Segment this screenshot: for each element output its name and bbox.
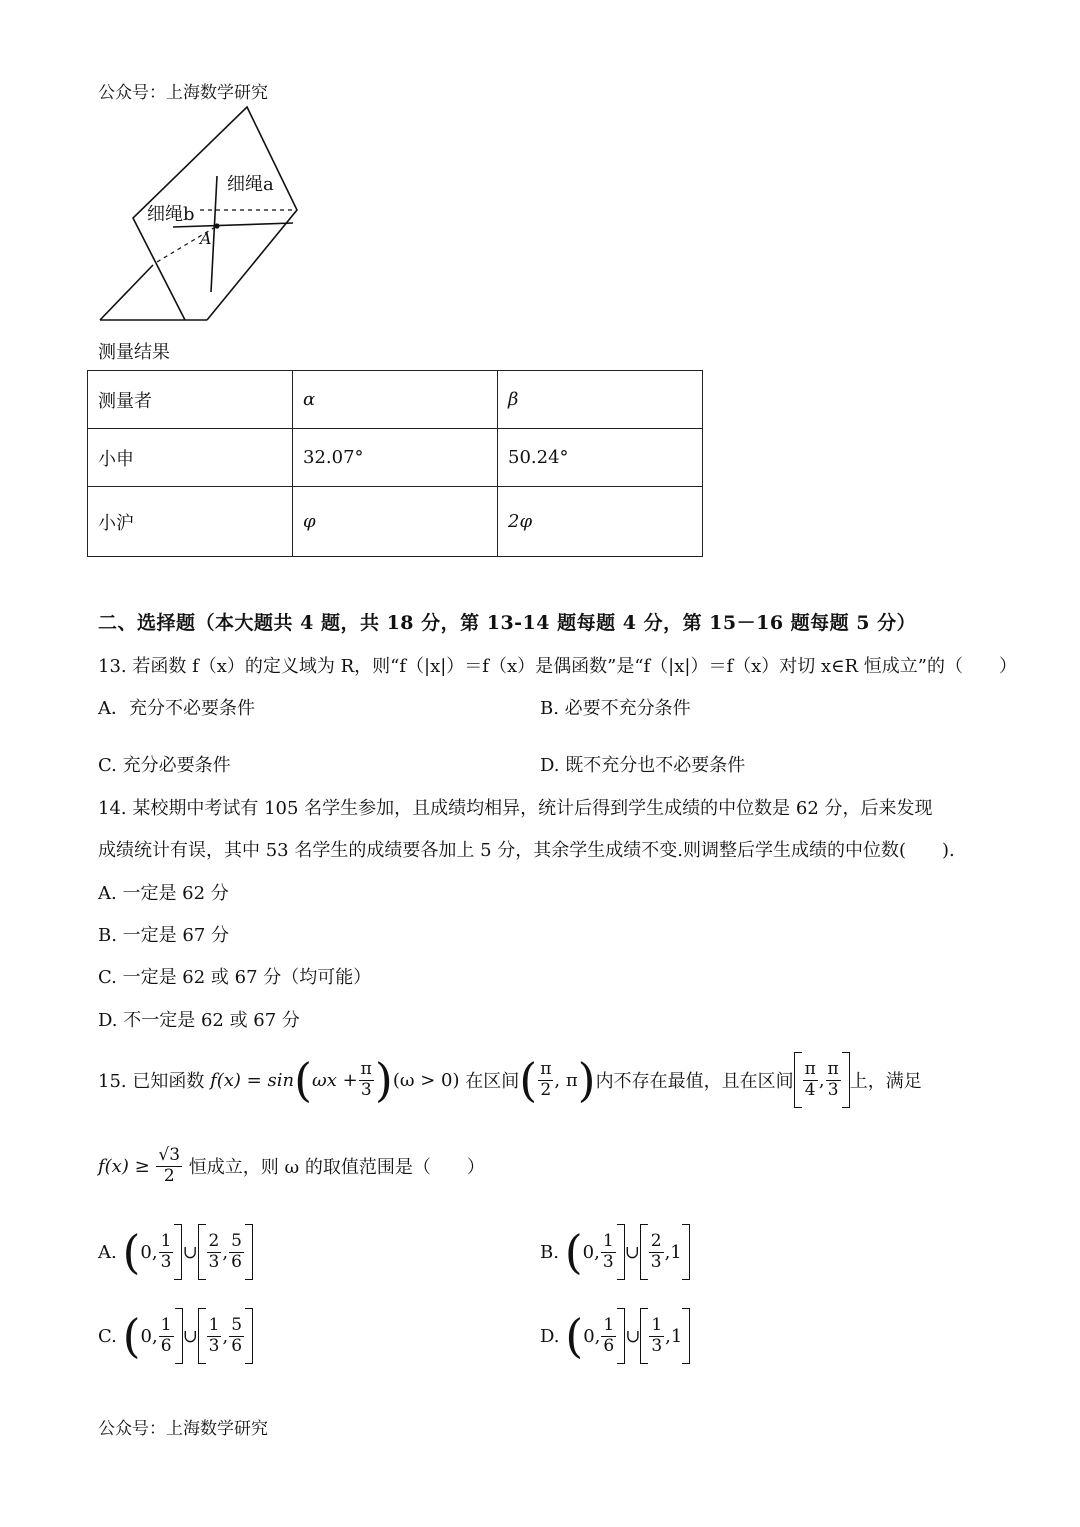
q13-stem: 13. 若函数 f（x）的定义域为 R，则“f（|x|）＝f（x）是偶函数”是“f（|x|）＝f（x）对切 x∈R 恒成立”的（ ） (98, 656, 1017, 677)
table-row (88, 429, 703, 487)
results-table (87, 370, 703, 557)
q14-line-1: 14. 某校期中考试有 105 名学生参加，且成绩均相异，统计后得到学生成绩的中位数是 62 分，后来发现 (98, 798, 933, 819)
label-rope-a: 细绳a (227, 174, 274, 195)
q15-option-a: A. ( 0, $\frac{1}{3}$ ∪ $\frac{2}{3}$ , $\frac{5}{6}$ (98, 1222, 253, 1282)
q14-option-b: B. 一定是 67 分 (98, 925, 230, 946)
header-cell: 测量者 (88, 371, 293, 429)
q15-option-b: B. ( 0, $\frac{1}{3}$ ∪ $\frac{2}{3}$ ,1 (540, 1222, 690, 1282)
q13-option-b: B. 必要不充分条件 (540, 698, 691, 719)
header-cell: β (498, 371, 703, 429)
q13-option-a: A．充分不必要条件 (98, 698, 255, 719)
q15-line-2: f(x) ≥ $\frac{√3}{2}$ 恒成立，则 ω 的取值范围是（ ） (98, 1144, 485, 1186)
table-header-row (88, 371, 703, 429)
table-cell: φ (293, 487, 498, 557)
q14-option-c: C. 一定是 62 或 67 分（均可能） (98, 967, 372, 988)
label-point-A: A (200, 229, 212, 248)
section-heading: 二、选择题（本大题共 4 题，共 18 分，第 13-14 题每题 4 分，第 15－16 题每题 5 分） (98, 612, 917, 634)
q14-option-a: A. 一定是 62 分 (98, 883, 229, 904)
header-cell: α (293, 371, 498, 429)
q13-option-c: C. 充分必要条件 (98, 755, 231, 776)
page-header: 公众号：上海数学研究 (98, 83, 268, 103)
q14-option-d: D. 不一定是 62 或 67 分 (98, 1010, 300, 1031)
table-cell: 32.07° (293, 429, 498, 487)
results-title: 测量结果 (98, 342, 170, 363)
q15-option-d: D. ( 0, $\frac{1}{6}$ ∪ $\frac{1}{3}$ ,1 (540, 1306, 690, 1366)
plane-figure (95, 100, 315, 325)
point-A (214, 223, 219, 228)
q15-line-1: 15. 已知函数 f(x) = sin ( ωx + $\frac{\pi}{3}$ ) (ω > 0) 在区间 ( $\frac{\pi}{2}$ , π ) 内不存在最值，且在区间 $\frac{\pi}{4}$ , $\frac{\pi}{3}$ 上，满足 (98, 1053, 922, 1107)
q15-option-c: C. ( 0, $\frac{1}{6}$ ∪ $\frac{1}{3}$ , $\frac{5}{6}$ (98, 1306, 253, 1366)
table-cell: 2φ (498, 487, 703, 557)
table-cell: 小申 (88, 429, 293, 487)
q14-line-2: 成绩统计有误，其中 53 名学生的成绩要各加上 5 分，其余学生成绩不变.则调整后学生成绩的中位数( ). (98, 840, 955, 861)
table-cell: 小沪 (88, 487, 293, 557)
label-rope-b: 细绳b (147, 204, 195, 225)
rope-a (211, 176, 217, 292)
q13-option-d: D. 既不充分也不必要条件 (540, 755, 746, 776)
table-cell: 50.24° (498, 429, 703, 487)
base-left-edge (100, 265, 153, 320)
page-footer: 公众号：上海数学研究 (98, 1419, 268, 1439)
table-row (88, 487, 703, 557)
